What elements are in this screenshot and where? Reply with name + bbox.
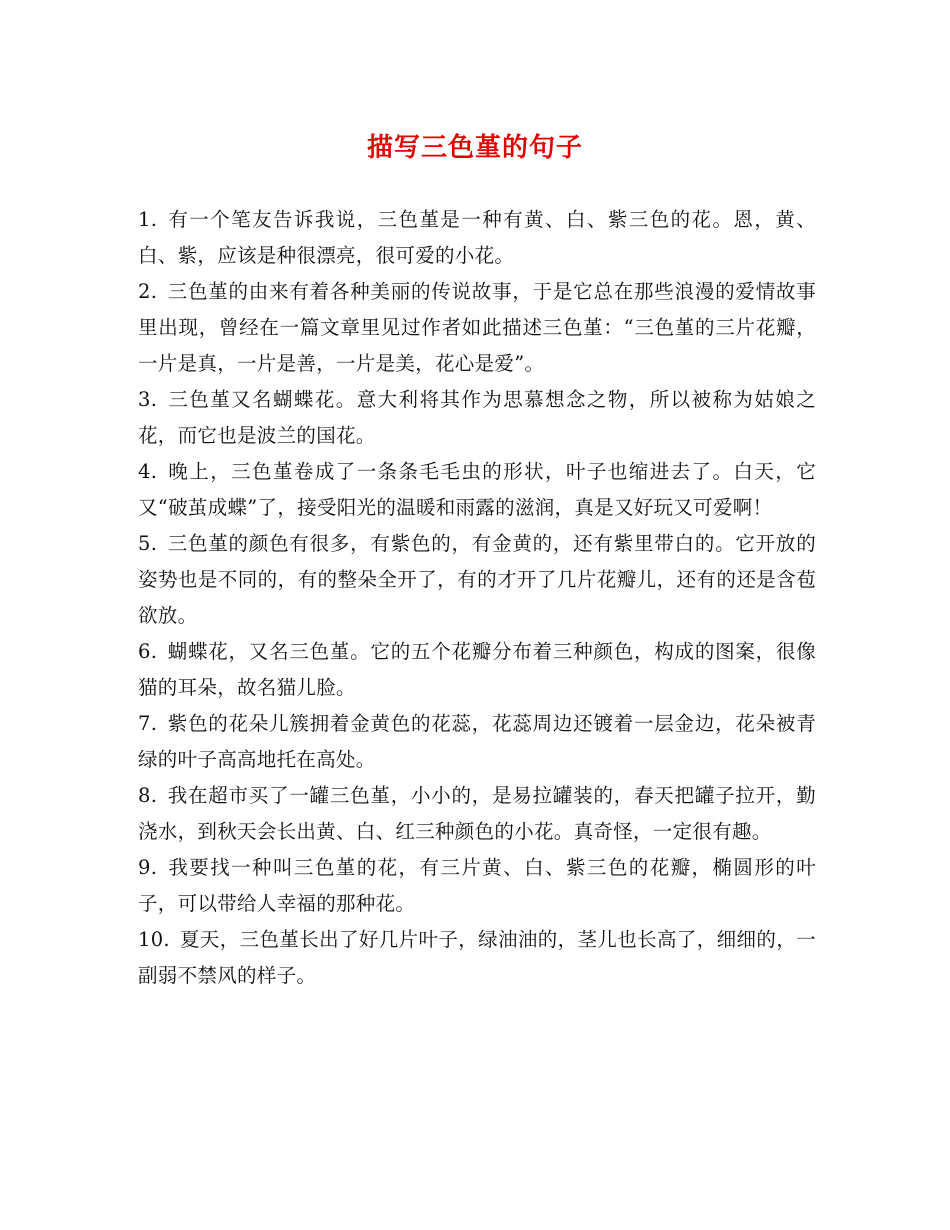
paragraph-number: 3. bbox=[138, 388, 158, 411]
paragraph-text: 蝴蝶花，又名三色堇。它的五个花瓣分布着三种颜色，构成的图案，很像猫的耳朵，故名猫儿脸。 bbox=[138, 640, 816, 699]
paragraph-text: 三色堇的颜色有很多，有紫色的，有金黄的，还有紫里带白的。它开放的姿势也是不同的，有的整朵全开了，有的才开了几片花瓣儿，还有的还是含苞欲放。 bbox=[138, 532, 816, 627]
document-title: 描写三色堇的句子 bbox=[366, 133, 583, 163]
paragraph bbox=[138, 850, 816, 922]
document-body bbox=[138, 202, 816, 994]
paragraph bbox=[138, 922, 816, 994]
paragraph-text: 我在超市买了一罐三色堇，小小的，是易拉罐装的，春天把罐子拉开，勤浇水，到秋天会长出黄、白、红三种颜色的小花。真奇怪，一定很有趣。 bbox=[138, 784, 816, 843]
paragraph-number: 8. bbox=[138, 784, 158, 807]
paragraph bbox=[138, 274, 816, 382]
paragraph-text: 有一个笔友告诉我说，三色堇是一种有黄、白、紫三色的花。恩，黄、白、紫，应该是种很漂亮，很可爱的小花。 bbox=[138, 208, 816, 267]
paragraph-text: 三色堇的由来有着各种美丽的传说故事，于是它总在那些浪漫的爱情故事里出现，曾经在一篇文章里见过作者如此描述三色堇：“三色堇的三片花瓣，一片是真，一片是善，一片是美，花心是爱”。 bbox=[138, 280, 816, 375]
paragraph-number: 7. bbox=[138, 712, 158, 735]
paragraph-text: 紫色的花朵儿簇拥着金黄色的花蕊，花蕊周边还镀着一层金边，花朵被青绿的叶子高高地托在高处。 bbox=[138, 712, 816, 771]
paragraph bbox=[138, 778, 816, 850]
paragraph-number: 2. bbox=[138, 280, 158, 303]
paragraph-number: 6. bbox=[138, 640, 158, 663]
paragraph-number: 1. bbox=[138, 208, 158, 231]
paragraph bbox=[138, 526, 816, 634]
paragraph bbox=[138, 202, 816, 274]
paragraph-text: 晚上，三色堇卷成了一条条毛毛虫的形状，叶子也缩进去了。白天，它又“破茧成蝶”了，接受阳光的温暖和雨露的滋润，真是又好玩又可爱啊！ bbox=[138, 460, 816, 519]
paragraph-text: 三色堇又名蝴蝶花。意大利将其作为思慕想念之物，所以被称为姑娘之花，而它也是波兰的国花。 bbox=[138, 388, 816, 447]
paragraph-text: 夏天，三色堇长出了好几片叶子，绿油油的，茎儿也长高了，细细的，一副弱不禁风的样子。 bbox=[138, 928, 816, 987]
paragraph bbox=[138, 706, 816, 778]
paragraph-number: 9. bbox=[138, 856, 158, 879]
paragraph bbox=[138, 634, 816, 706]
paragraph bbox=[138, 454, 816, 526]
paragraph-number: 5. bbox=[138, 532, 158, 555]
paragraph-number: 4. bbox=[138, 460, 158, 483]
paragraph-text: 我要找一种叫三色堇的花，有三片黄、白、紫三色的花瓣，椭圆形的叶子，可以带给人幸福的那种花。 bbox=[138, 856, 816, 915]
paragraph-number: 10. bbox=[138, 928, 170, 951]
paragraph bbox=[138, 382, 816, 454]
